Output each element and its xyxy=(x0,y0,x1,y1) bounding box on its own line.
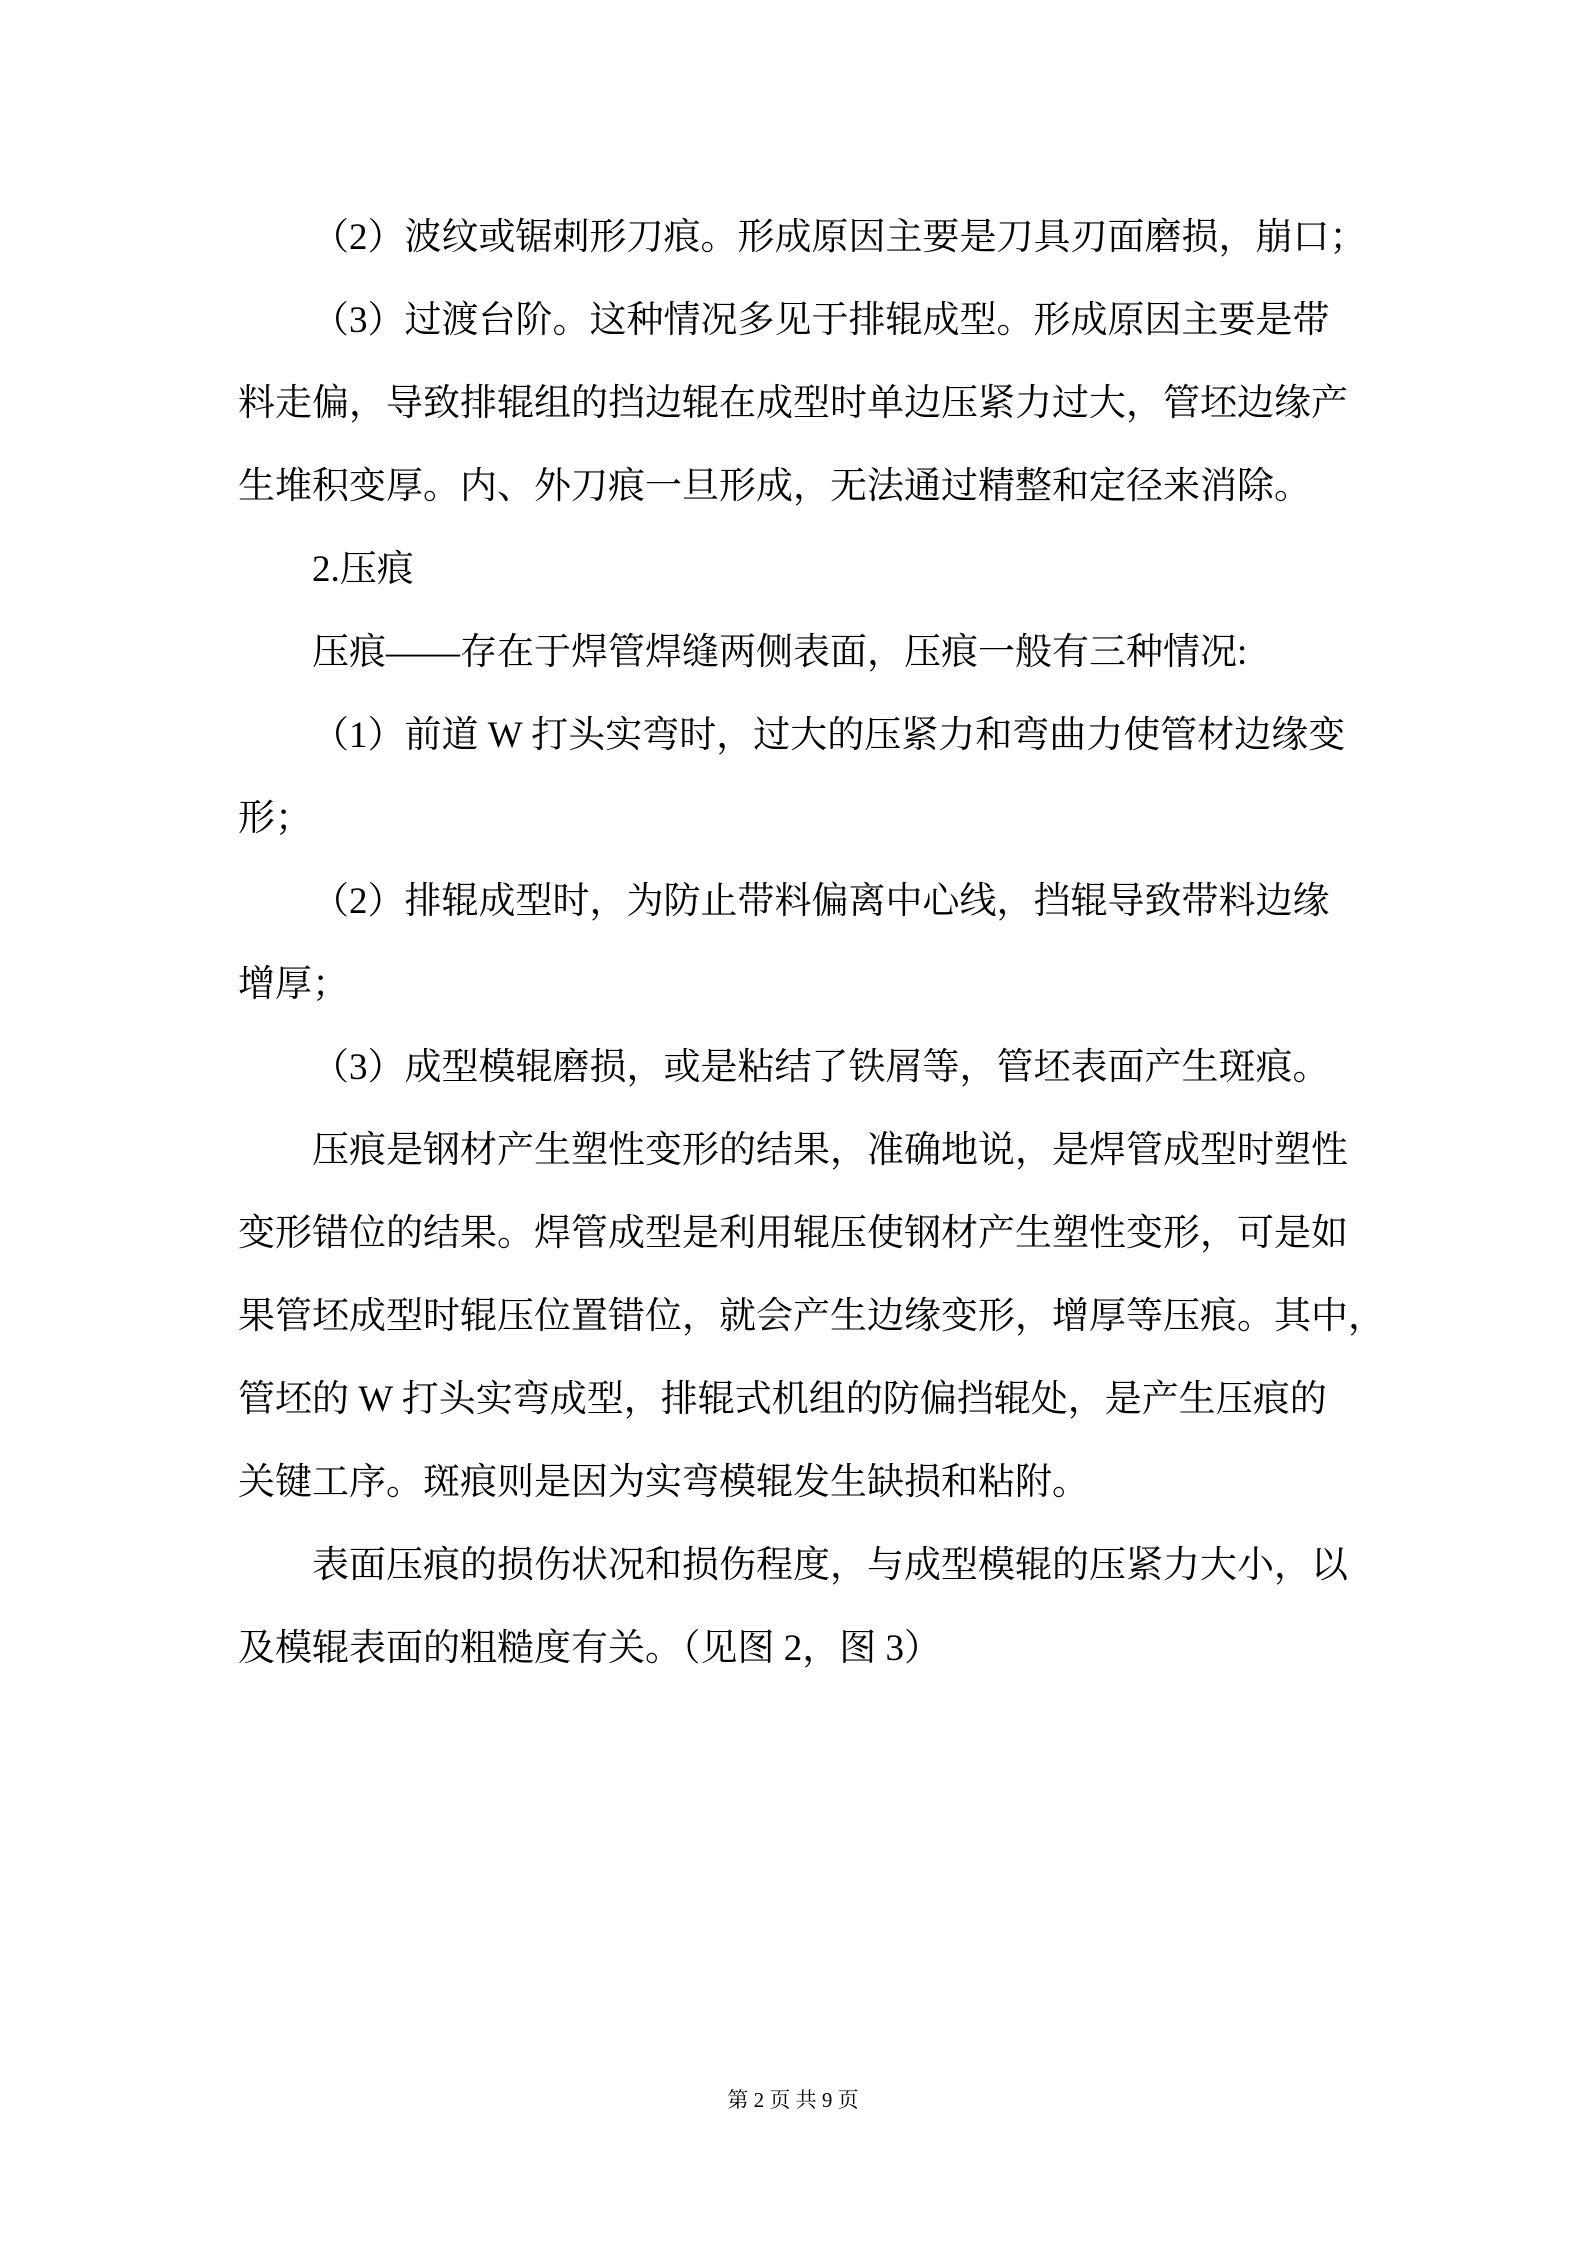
text-line: 增厚； xyxy=(238,964,349,1005)
text-line: 料走偏，导致排辊组的挡边辊在成型时单边压紧力过大，管坯边缘产 xyxy=(238,383,1348,424)
text-line: 表面压痕的损伤状况和损伤程度，与成型模辊的压紧力大小，以 xyxy=(312,1545,1348,1586)
text-line: 及模辊表面的粗糙度有关。（见图 2，图 3） xyxy=(238,1628,941,1669)
text-line: 生堆积变厚。内、外刀痕一旦形成，无法通过精整和定径来消除。 xyxy=(238,466,1311,507)
text-line: 压痕——存在于焊管焊缝两侧表面，压痕一般有三种情况: xyxy=(312,632,1248,673)
text-line: （2）排辊成型时，为防止带料偏离中心线，挡辊导致带料边缘 xyxy=(312,881,1330,922)
text-line: 2.压痕 xyxy=(312,549,414,590)
text-line: 形； xyxy=(238,798,312,839)
document-body xyxy=(238,196,1385,1690)
text-line: （1）前道 W 打头实弯时，过大的压紧力和弯曲力使管材边缘变 xyxy=(312,715,1346,756)
text-line: 变形错位的结果。焊管成型是利用辊压使钢材产生塑性变形，可是如 xyxy=(238,1213,1348,1254)
text-line: 管坯的 W 打头实弯成型，排辊式机组的防偏挡辊处，是产生压痕的 xyxy=(238,1379,1327,1420)
text-line: 关键工序。斑痕则是因为实弯模辊发生缺损和粘附。 xyxy=(238,1462,1089,1503)
page-number-footer: 第 2 页 共 9 页 xyxy=(727,2088,859,2112)
text-line: （2）波纹或锯刺形刀痕。形成原因主要是刀具刃面磨损，崩口； xyxy=(312,217,1367,258)
text-line: 果管坯成型时辊压位置错位，就会产生边缘变形，增厚等压痕。其中， xyxy=(238,1296,1385,1337)
text-line: （3）成型模辊磨损，或是粘结了铁屑等，管坯表面产生斑痕。 xyxy=(312,1047,1330,1088)
text-line: （3）过渡台阶。这种情况多见于排辊成型。形成原因主要是带 xyxy=(312,300,1330,341)
text-line: 压痕是钢材产生塑性变形的结果，准确地说，是焊管成型时塑性 xyxy=(312,1130,1348,1171)
